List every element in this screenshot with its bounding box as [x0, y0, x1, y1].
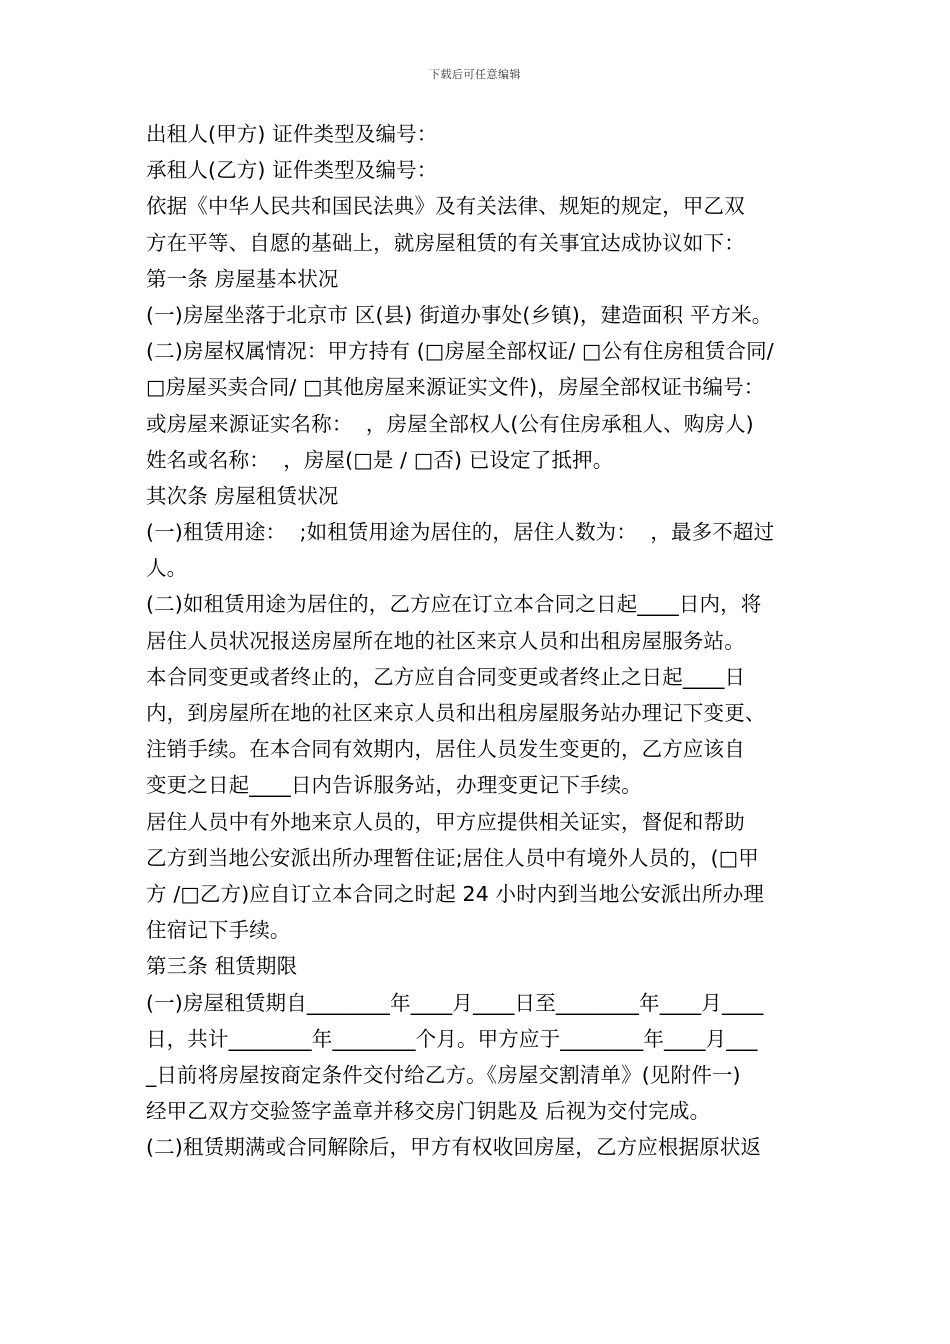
text-line: 日，共计________年________个月。甲方应于________年____月___ — [146, 1026, 758, 1051]
text-line: 依据《中华人民共和国民法典》及有关法律、规矩的规定，甲乙双 — [146, 194, 745, 219]
text-line: 住宿记下手续。 — [146, 918, 291, 943]
text-line: 居住人员状况报送房屋所在地的社区来京人员和出租房屋服务站。 — [146, 628, 745, 653]
text-line: 方在平等、自愿的基础上，就房屋租赁的有关事宜达成协议如下： — [146, 230, 745, 255]
text-line: □房屋买卖合同/ □其他房屋来源证实文件)，房屋全部权证书编号： — [146, 375, 765, 400]
text-line: _日前将房屋按商定条件交付给乙方。《房屋交割清单》(见附件一) — [146, 1062, 741, 1087]
text-line: (一)房屋坐落于北京市 区(县) 街道办事处(乡镇)，建造面积 平方米。 — [146, 302, 773, 327]
page-header-note: 下载后可任意编辑 — [429, 68, 521, 81]
section-heading: 第一条 房屋基本状况 — [146, 266, 339, 291]
text-line: (一)房屋租赁期自________年____月____日至________年____月____ — [146, 990, 764, 1015]
text-line: 经甲乙双方交验签字盖章并移交房门钥匙及 后视为交付完成。 — [146, 1099, 711, 1124]
text-line: 姓名或名称： ，房屋(□是 / □否) 已设定了抵押。 — [146, 447, 614, 472]
text-line: 内，到房屋所在地的社区来京人员和出租房屋服务站办理记下变更、 — [146, 701, 766, 725]
text-line: 人。 — [146, 556, 188, 581]
text-line: 注销手续。在本合同有效期内，居住人员发生变更的，乙方应该自 — [146, 737, 745, 762]
text-line: 变更之日起____日内告诉服务站，办理变更记下手续。 — [146, 773, 642, 798]
text-line: 承租人(乙方) 证件类型及编号： — [146, 158, 438, 183]
text-line: (二)如租赁用途为居住的，乙方应在订立本合同之日起____日内，将 — [146, 592, 762, 617]
text-line: 乙方到当地公安派出所办理暂住证;居住人员中有境外人员的，(□甲 — [146, 845, 759, 870]
text-line: 方 /□乙方)应自订立本合同之时起 24 小时内到当地公安派出所办理 — [146, 881, 765, 906]
text-line: 居住人员中有外地来京人员的，甲方应提供相关证实，督促和帮助 — [146, 809, 745, 834]
document-body — [146, 116, 826, 1165]
text-line: 或房屋来源证实名称： ，房屋全部权人(公有住房承租人、购房人) — [146, 411, 754, 436]
text-line: (一)租赁用途： ;如租赁用途为居住的，居住人数为： ，最多不超过 — [146, 520, 775, 545]
text-line: (二)租赁期满或合同解除后，甲方有权收回房屋，乙方应根据原状返 — [146, 1135, 762, 1160]
section-heading: 第三条 租赁期限 — [146, 954, 298, 979]
text-line: 本合同变更或者终止的，乙方应自合同变更或者终止之日起____日 — [146, 664, 746, 689]
section-heading: 其次条 房屋租赁状况 — [146, 483, 339, 508]
text-line: (二)房屋权属情况：甲方持有 (□房屋全部权证/ □公有住房租赁合同/ — [146, 339, 774, 364]
text-line: 出租人(甲方) 证件类型及编号： — [146, 122, 438, 146]
